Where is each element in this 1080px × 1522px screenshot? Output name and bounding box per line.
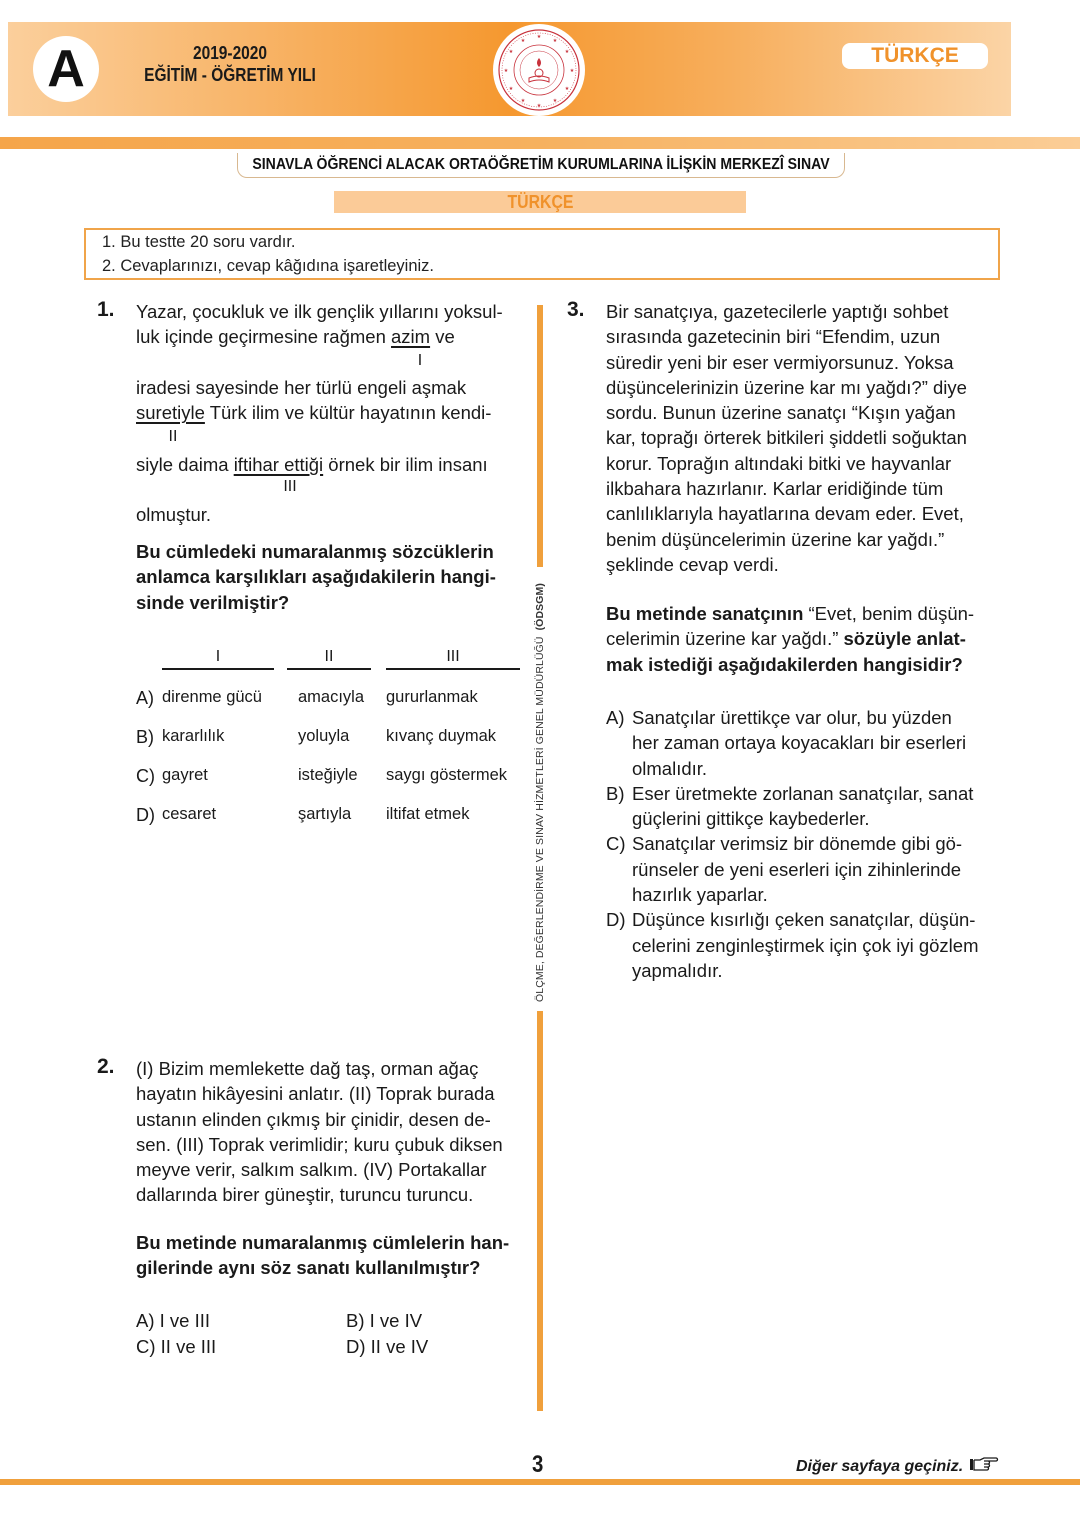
- option-letter: D): [606, 909, 626, 931]
- text-line: ilkbahara hazırlanır. Karlar eridiğinde tüm: [606, 478, 944, 500]
- booklet-type-badge: [33, 36, 99, 102]
- subject-bar-label: TÜRKÇE: [507, 191, 573, 212]
- text-line: sen. (III) Toprak verimlidir; kuru çubuk diksen: [136, 1133, 503, 1155]
- next-page-text: Diğer sayfaya geçiniz.: [796, 1457, 964, 1475]
- roman-mark: II: [168, 428, 178, 445]
- text-line: [136, 400, 526, 425]
- option-line: Düşünce kısırlığı çeken sanatçılar, düşün-: [632, 909, 976, 931]
- stem-line: Bu metinde numaralanmış cümlelerin han-: [136, 1232, 510, 1253]
- question-1-text: [136, 375, 526, 426]
- option-c[interactable]: [136, 766, 536, 805]
- side-label-abbr: (ÖDSGM): [534, 583, 546, 631]
- option-a[interactable]: A) I ve III: [136, 1310, 211, 1331]
- question-3-options: [606, 705, 1016, 983]
- option-cell: gururlanmak: [386, 688, 478, 706]
- option-cell: yoluyla: [298, 727, 350, 745]
- option-cell: kararlılık: [162, 727, 225, 745]
- svg-text:★: ★: [508, 86, 514, 92]
- stem-bold: mak istediği aşağıdakilerden hangisidir?: [606, 653, 963, 675]
- subject-badge-label: TÜRKÇE: [871, 44, 959, 67]
- question-number: 2.: [97, 1055, 115, 1078]
- text-line: süredir yeni bir eser vermiyorsunuz. Yoksa: [606, 351, 954, 373]
- svg-text:★: ★: [564, 86, 570, 92]
- column-divider: [537, 1011, 543, 1411]
- question-2-stem: [136, 1230, 536, 1281]
- svg-text:★: ★: [569, 68, 575, 74]
- option-a[interactable]: [136, 688, 536, 727]
- option-cell: direnme gücü: [162, 688, 262, 706]
- subject-bar: [334, 191, 746, 213]
- option-cell: kıvanç duymak: [386, 727, 497, 745]
- underlined-word-1: azim: [391, 326, 431, 348]
- instruction-item: 1. Bu testte 20 soru vardır.: [102, 233, 296, 251]
- svg-text:★: ★: [564, 49, 570, 55]
- header-divider: [0, 137, 1080, 149]
- text-line: sordu. Bunun üzerine sanatçı “Kışın yağan: [606, 402, 956, 424]
- svg-text:★: ★: [536, 103, 542, 109]
- exam-title: [237, 153, 845, 178]
- option-cell: amacıyla: [298, 688, 365, 706]
- text-line: olmuştur.: [136, 504, 212, 525]
- question-1-stem: [136, 539, 536, 615]
- text-span: ve: [430, 326, 455, 348]
- option-letter: C): [606, 833, 626, 855]
- option-line: her zaman ortaya koyacakları bir eserleri: [632, 732, 967, 754]
- question-1-text: [136, 299, 526, 350]
- table-header-II: II: [287, 648, 371, 670]
- question-1-text: [136, 452, 526, 477]
- table-header-III: III: [386, 648, 520, 670]
- stem-quote: “Evet, benim düşün-: [803, 603, 975, 624]
- option-line: Eser üretmekte zorlanan sanatçılar, sanat: [632, 782, 974, 804]
- text-line: Yazar, çocukluk ve ilk gençlik yıllarını yoksul-: [136, 301, 503, 322]
- option-letter: B): [136, 727, 154, 747]
- stem-line: sinde verilmiştir?: [136, 591, 290, 613]
- text-span: Türk ilim ve kültür hayatının kendi-: [204, 402, 492, 424]
- stem-line: [606, 652, 1016, 677]
- text-line: dallarında birer güneştir, turuncu turuncu.: [136, 1184, 474, 1206]
- option-d[interactable]: D) II ve IV: [346, 1336, 429, 1357]
- option-line: Sanatçılar ürettikçe var olur, bu yüzden: [632, 707, 952, 728]
- text-line: [136, 324, 526, 349]
- text-line: kar, toprağı örterek bitkileri şiddetli soğuktan: [606, 427, 967, 449]
- text-line: hayatın hikâyesini anlatır. (II) Toprak burada: [136, 1083, 495, 1105]
- year-label: 2019-2020: [192, 43, 268, 63]
- side-label-text: ÖLÇME, DEĞERLENDİRME VE SINAV HİZMETLERİ GENEL MÜDÜRLÜĞÜ: [534, 636, 546, 1002]
- svg-text:★: ★: [520, 38, 526, 44]
- svg-text:★: ★: [552, 38, 558, 44]
- question-3-text: [606, 299, 1006, 577]
- instructions-box: [84, 228, 1000, 280]
- option-a[interactable]: [606, 705, 1016, 781]
- instruction-item: 2. Cevaplarınızı, cevap kâğıdına işaretleyiniz.: [102, 257, 435, 275]
- underlined-word-3: iftihar ettiği: [233, 454, 324, 475]
- stem-line: Bu cümledeki numaralanmış sözcüklerin: [136, 541, 494, 562]
- option-cell: iltifat etmek: [386, 805, 470, 823]
- subject-badge: [842, 43, 988, 69]
- option-cell: gayret: [162, 766, 208, 784]
- text-line: iradesi sayesinde her türlü engeli aşmak: [136, 377, 467, 398]
- text-line: benim düşüncelerimin üzerine kar yağdı.”: [606, 528, 945, 550]
- question-3-stem: [606, 601, 1016, 677]
- stem-line: [606, 626, 1016, 651]
- option-text: [632, 705, 966, 781]
- question-2-text: [136, 1056, 531, 1208]
- text-line: canlılıklarıyla hayatlarına devam eder. Evet,: [606, 503, 964, 525]
- option-cell: isteğiyle: [298, 766, 358, 784]
- text-line: [136, 452, 526, 477]
- option-letter: C): [136, 766, 155, 786]
- option-letter: A): [606, 707, 625, 728]
- svg-text:★: ★: [520, 98, 526, 104]
- stem-line: [606, 601, 1016, 626]
- svg-text:★: ★: [508, 49, 514, 55]
- option-d[interactable]: [606, 907, 1016, 983]
- svg-text:★: ★: [503, 68, 509, 74]
- exam-title-text: SINAVLA ÖĞRENCİ ALACAK ORTAÖĞRETİM KURUMLARINA İLİŞKİN MERKEZÎ SINAV: [252, 156, 830, 173]
- option-line: rünseler de yeni eserleri için zihinlerinde: [632, 858, 962, 880]
- option-line: yapmalıdır.: [632, 959, 723, 981]
- option-b[interactable]: [136, 727, 536, 766]
- table-header-I: I: [162, 648, 274, 670]
- text-line: düşüncelerinizin üzerine kar mı yağdı?” diye: [606, 376, 967, 398]
- roman-mark: III: [283, 478, 297, 495]
- option-letter: A): [136, 688, 154, 708]
- roman-mark: I: [417, 352, 423, 369]
- stem-bold: sözüyle anlat-: [838, 628, 966, 650]
- option-cell: saygı göstermek: [386, 766, 508, 784]
- option-line: celerini zenginleştirmek için çok iyi gözlem: [632, 934, 979, 956]
- stem-quote: celerimin üzerine kar yağdı.”: [606, 628, 839, 650]
- text-line: sırasında gazetecinin biri “Efendim, uzun: [606, 326, 941, 348]
- svg-text:★: ★: [552, 98, 558, 104]
- option-line: güçlerini gittikçe kaybederler.: [632, 808, 870, 830]
- footer-divider: [0, 1479, 1080, 1485]
- next-page-note: [796, 1456, 999, 1477]
- option-cell: cesaret: [162, 805, 217, 823]
- stem-line: anlamca karşılıkları aşağıdakilerin hangi-: [136, 566, 496, 588]
- option-cell: şartıyla: [298, 805, 352, 823]
- question-number: 3.: [567, 298, 585, 321]
- question-1-options: [136, 688, 536, 844]
- stem-line: gilerinde aynı söz sanatı kullanılmıştır?: [136, 1257, 481, 1279]
- option-d[interactable]: [136, 805, 536, 844]
- pointing-hand-icon: [969, 1456, 999, 1477]
- term-label: EĞİTİM - ÖĞRETİM YILI: [144, 65, 316, 85]
- text-line: korur. Toprağın altındaki bitki ve hayvanlar: [606, 452, 952, 474]
- text-span: siyle daima: [136, 454, 234, 475]
- option-text: [632, 907, 979, 983]
- underlined-word-2: suretiyle: [136, 402, 205, 424]
- svg-text:★: ★: [536, 34, 542, 40]
- option-line: hazırlık yaparlar.: [632, 884, 768, 906]
- column-divider: [537, 305, 543, 567]
- text-line: meyve verir, salkım salkım. (IV) Portakallar: [136, 1159, 487, 1181]
- booklet-letter: A: [47, 40, 85, 98]
- text-line: ustanın elinden çıkmış bir çinidir, desen de-: [136, 1108, 491, 1130]
- option-b[interactable]: [606, 781, 1016, 832]
- question-number: 1.: [97, 298, 115, 321]
- option-letter: D): [136, 805, 155, 825]
- option-line: olmalıdır.: [632, 757, 708, 779]
- option-text: [632, 831, 962, 907]
- option-c[interactable]: [606, 831, 1016, 907]
- option-line: Sanatçılar verimsiz bir dönemde gibi gö-: [632, 833, 963, 855]
- text-line: şeklinde cevap verdi.: [606, 553, 779, 575]
- option-b[interactable]: B) I ve IV: [346, 1310, 423, 1331]
- text-span: luk içinde geçirmesine rağmen: [136, 326, 392, 348]
- text-span: örnek bir ilim insanı: [323, 454, 488, 475]
- option-text: [632, 781, 973, 832]
- text-line: Bir sanatçıya, gazetecilerle yaptığı sohbet: [606, 301, 949, 322]
- page-number: 3: [532, 1451, 544, 1478]
- text-line: (I) Bizim memlekette dağ taş, orman ağaç: [136, 1058, 479, 1079]
- meb-seal-icon: [493, 24, 585, 116]
- option-letter: B): [606, 782, 625, 804]
- stem-bold: Bu metinde sanatçının: [606, 603, 804, 624]
- academic-year: [130, 42, 330, 86]
- option-c[interactable]: C) II ve III: [136, 1336, 217, 1357]
